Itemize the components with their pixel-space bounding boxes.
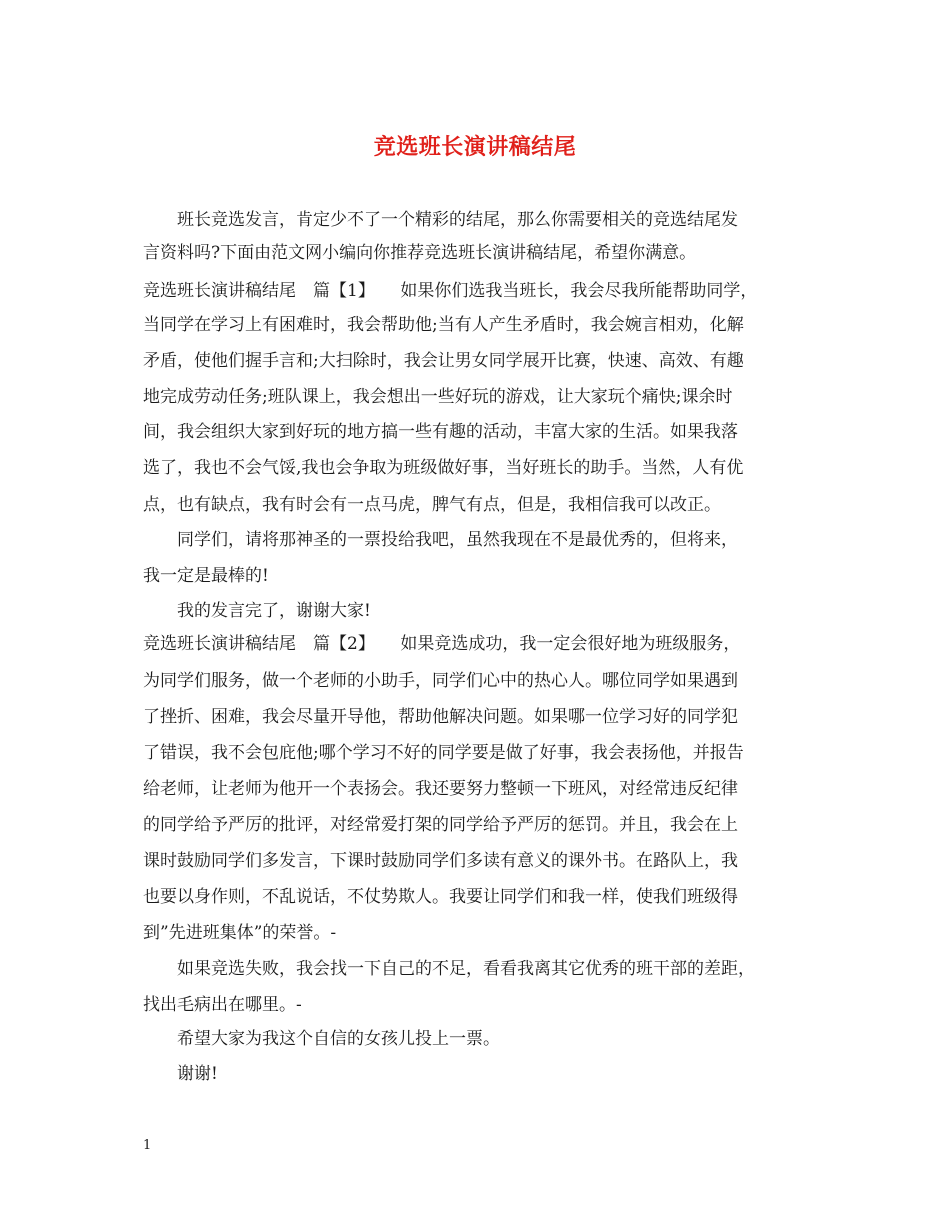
paragraph-line: 的同学给予严厉的批评，对经常爱打架的同学给予严厉的惩罚。并且，我会在上 <box>143 815 738 835</box>
paragraph-line: 同学们，请将那神圣的一票投给我吧，虽然我现在不是最优秀的，但将来， <box>177 530 738 550</box>
paragraph-line: 了挫折、困难，我会尽量开导他，帮助他解决问题。如果哪一位学习好的同学犯 <box>143 707 738 727</box>
section-heading-line: 竞选班长演讲稿结尾 篇【1】 如果你们选我当班长，我会尽我所能帮助同学， <box>143 281 758 301</box>
page-number: 1 <box>143 1138 152 1153</box>
paragraph-line: 希望大家为我这个自信的女孩儿投上一票。 <box>177 1029 500 1049</box>
paragraph-line: 矛盾，使他们握手言和;大扫除时，我会让男女同学展开比赛，快速、高效、有趣 <box>143 351 744 371</box>
section-heading-line: 竞选班长演讲稿结尾 篇【2】 如果竞选成功，我一定会很好地为班级服务， <box>143 634 741 654</box>
paragraph-line: 地完成劳动任务;班队课上，我会想出一些好玩的游戏，让大家玩个痛快;课余时 <box>143 387 733 407</box>
paragraph-line: 我一定是最棒的! <box>143 566 269 586</box>
paragraph-line: 了错误，我不会包庇他;哪个学习不好的同学要是做了好事，我会表扬他，并报告 <box>143 743 744 763</box>
paragraph-line: 也要以身作则，不乱说话，不仗势欺人。我要让同学们和我一样，使我们班级得 <box>143 887 738 907</box>
paragraph-line: 为同学们服务，做一个老师的小助手，同学们心中的热心人。哪位同学如果遇到 <box>143 671 738 691</box>
paragraph-line: 到”先进班集体”的荣誉。- <box>143 923 337 943</box>
paragraph-line: 间，我会组织大家到好玩的地方搞一些有趣的活动，丰富大家的生活。如果我落 <box>143 422 738 442</box>
paragraph-line: 点，也有缺点，我有时会有一点马虎，脾气有点，但是，我相信我可以改正。 <box>143 495 721 515</box>
document-title: 竞选班长演讲稿结尾 <box>373 134 577 160</box>
paragraph-line: 给老师，让老师为他开一个表扬会。我还要努力整顿一下班风，对经常违反纪律 <box>143 779 738 799</box>
paragraph-line: 选了，我也不会气馁,我也会争取为班级做好事，当好班长的助手。当然，人有优 <box>143 458 744 478</box>
paragraph-line: 言资料吗?下面由范文网小编向你推荐竞选班长演讲稿结尾，希望你满意。 <box>143 243 697 263</box>
paragraph-line: 我的发言完了，谢谢大家! <box>177 601 371 621</box>
paragraph-line: 谢谢! <box>177 1064 218 1084</box>
paragraph-line: 当同学在学习上有困难时，我会帮助他;当有人产生矛盾时，我会婉言相劝，化解 <box>143 315 744 335</box>
paragraph-line: 课时鼓励同学们多发言，下课时鼓励同学们多读有意义的课外书。在路队上，我 <box>143 851 738 871</box>
paragraph-line: 班长竞选发言，肯定少不了一个精彩的结尾，那么你需要相关的竞选结尾发 <box>177 210 738 230</box>
paragraph-line: 如果竞选失败，我会找一下自己的不足，看看我离其它优秀的班干部的差距， <box>177 959 755 979</box>
paragraph-line: 找出毛病出在哪里。- <box>143 995 302 1015</box>
